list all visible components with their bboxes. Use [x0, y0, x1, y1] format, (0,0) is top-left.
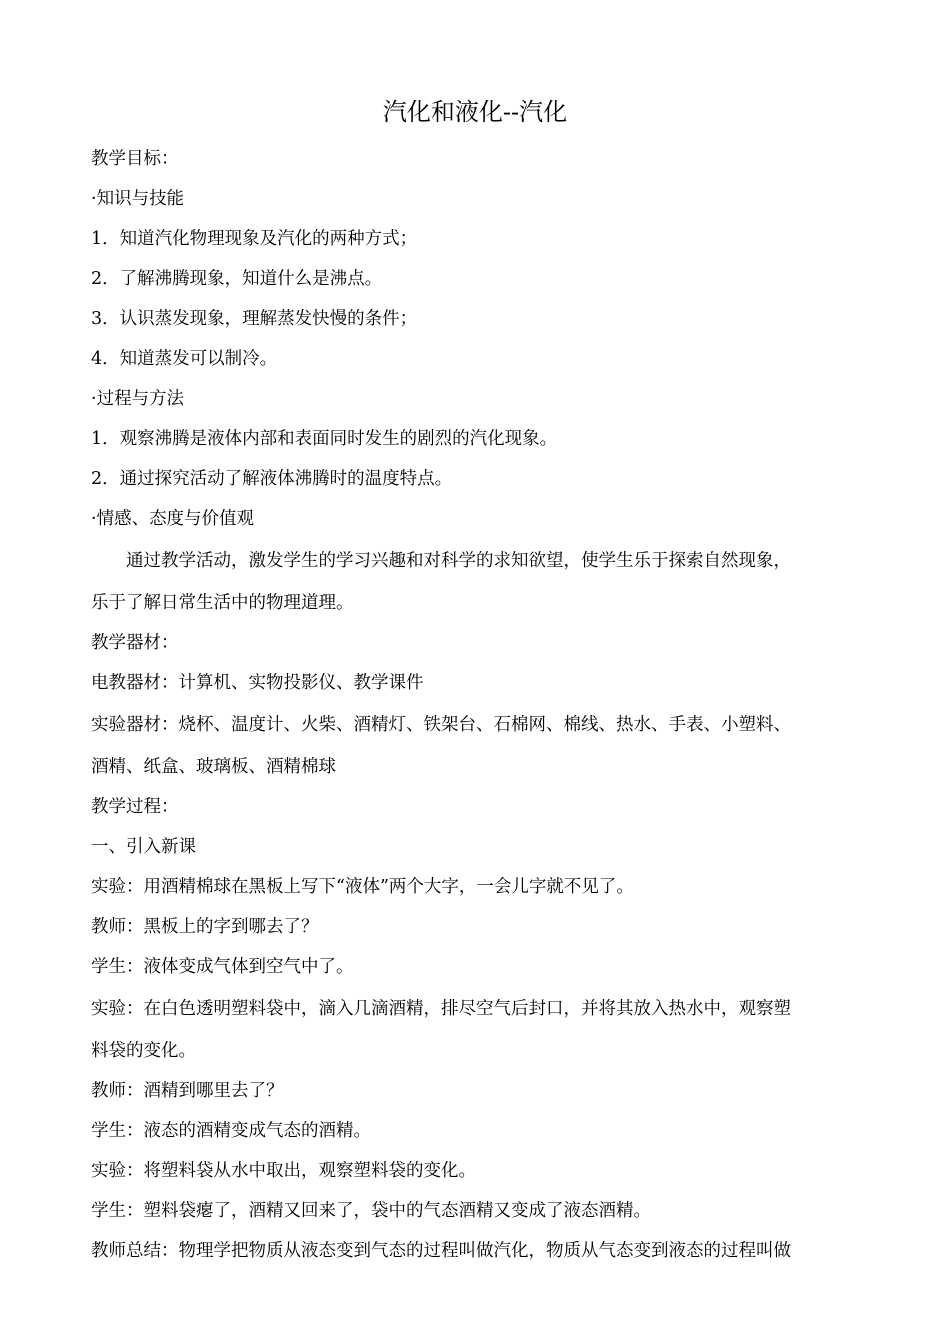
equipment-experiment-line: 酒精、纸盒、玻璃板、酒精棉球 — [91, 757, 336, 777]
objective-item: 2．了解沸腾现象，知道什么是沸点。 — [91, 269, 383, 289]
objective-item: 4．知道蒸发可以制冷。 — [91, 349, 278, 369]
dialogue-line: 学生：液体变成气体到空气中了。 — [91, 957, 354, 977]
dialogue-line: 实验：在白色透明塑料袋中，滴入几滴酒精，排尽空气后封口，并将其放入热水中，观察塑 — [91, 999, 791, 1019]
process-item: 1．观察沸腾是液体内部和表面同时发生的剧烈的汽化现象。 — [91, 429, 558, 449]
paragraph-line: 乐于了解日常生活中的物理道理。 — [91, 593, 354, 613]
section-heading-process: 教学过程： — [91, 797, 179, 817]
dialogue-line: 教师总结：物理学把物质从液态变到气态的过程叫做汽化，物质从气态变到液态的过程叫做 — [91, 1241, 791, 1261]
dialogue-line: 学生：塑料袋瘪了，酒精又回来了，袋中的气态酒精又变成了液态酒精。 — [91, 1201, 651, 1221]
dialogue-line: 实验：用酒精棉球在黑板上写下“液体”两个大字，一会儿字就不见了。 — [91, 877, 634, 897]
objective-item: 3．认识蒸发现象，理解蒸发快慢的条件； — [91, 309, 418, 329]
dialogue-line: 实验：将塑料袋从水中取出，观察塑料袋的变化。 — [91, 1161, 476, 1181]
document-body — [91, 139, 861, 1271]
section-heading-objectives: 教学目标： — [91, 149, 179, 169]
subsection-heading-intro: 一、引入新课 — [91, 837, 196, 857]
section-heading-equipment: 教学器材： — [91, 633, 179, 653]
dialogue-line: 教师：酒精到哪里去了？ — [91, 1081, 284, 1101]
subheading-emotion-values: ·情感、态度与价值观 — [91, 509, 255, 529]
paragraph-line: 通过教学活动，激发学生的学习兴趣和对科学的求知欲望，使学生乐于探索自然现象， — [126, 551, 791, 571]
subheading-process-methods: ·过程与方法 — [91, 389, 185, 409]
equipment-experiment-line: 实验器材：烧杯、温度计、火柴、酒精灯、铁架台、石棉网、棉线、热水、手表、小塑料、 — [91, 715, 791, 735]
dialogue-line: 教师：黑板上的字到哪去了？ — [91, 917, 319, 937]
objective-item: 1．知道汽化物理现象及汽化的两种方式； — [91, 229, 418, 249]
dialogue-line: 学生：液态的酒精变成气态的酒精。 — [91, 1121, 371, 1141]
process-item: 2．通过探究活动了解液体沸腾时的温度特点。 — [91, 469, 453, 489]
equipment-electronic: 电教器材：计算机、实物投影仪、教学课件 — [91, 673, 424, 693]
document-title: 汽化和液化--汽化 — [382, 98, 568, 126]
subheading-knowledge-skills: ·知识与技能 — [91, 189, 185, 209]
dialogue-line: 料袋的变化。 — [91, 1041, 196, 1061]
